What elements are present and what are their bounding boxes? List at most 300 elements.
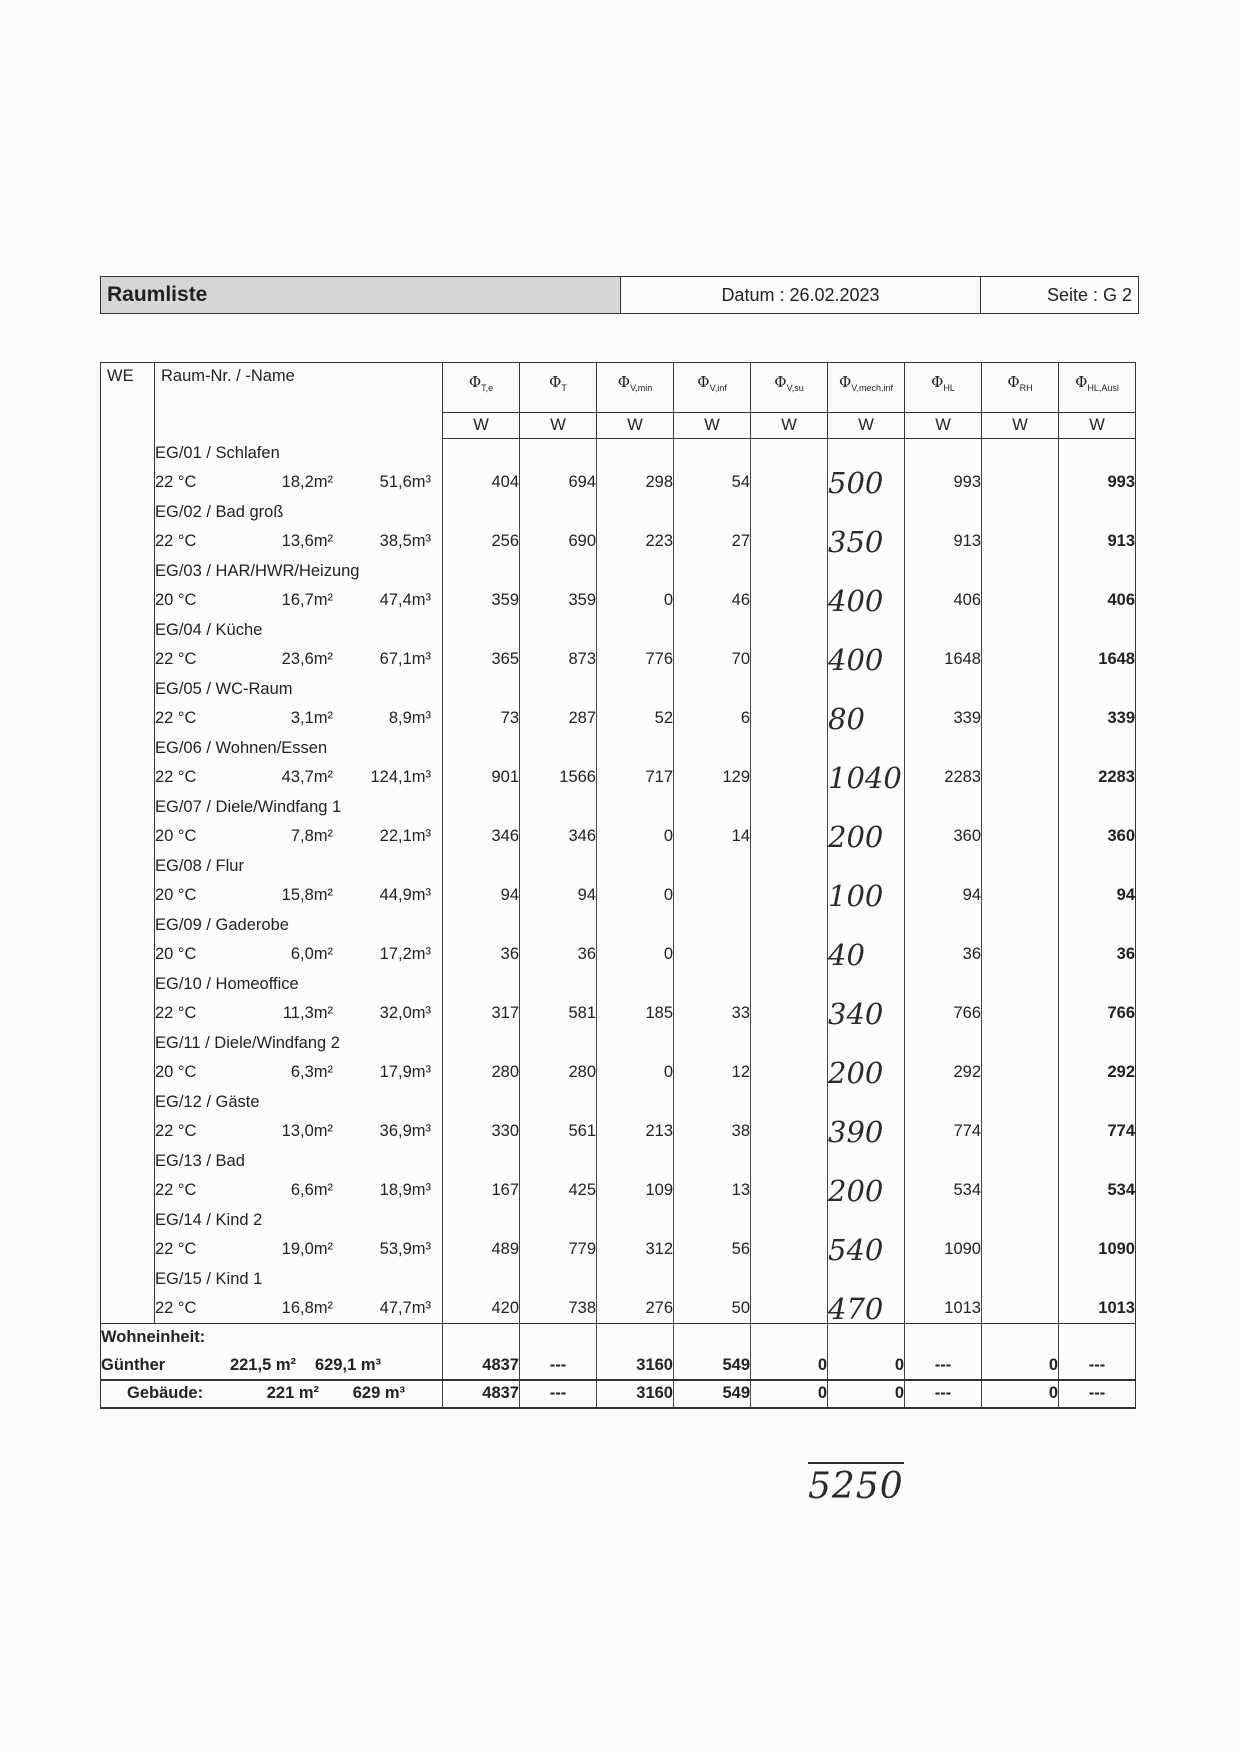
empty-cell bbox=[443, 1147, 520, 1177]
room-name: EG/02 / Bad groß bbox=[155, 498, 443, 528]
empty-cell bbox=[443, 852, 520, 882]
value-cell: 404 bbox=[443, 468, 520, 498]
room-name: EG/04 / Küche bbox=[155, 616, 443, 646]
empty-cell bbox=[1059, 970, 1136, 1000]
empty-cell bbox=[751, 1088, 828, 1118]
room-name: EG/14 / Kind 2 bbox=[155, 1206, 443, 1236]
column-unit: W bbox=[674, 413, 751, 439]
sum-value: 3160 bbox=[597, 1352, 674, 1380]
empty-cell bbox=[674, 970, 751, 1000]
room-temperature: 22 °C bbox=[155, 473, 197, 492]
empty-cell bbox=[597, 852, 674, 882]
empty-cell bbox=[905, 675, 982, 705]
empty-cell bbox=[597, 616, 674, 646]
value-cell bbox=[751, 881, 828, 911]
value-cell bbox=[751, 704, 828, 734]
we-cell bbox=[101, 1029, 155, 1059]
room-temperature: 20 °C bbox=[155, 827, 197, 846]
value-cell bbox=[751, 1294, 828, 1324]
sum-value: --- bbox=[905, 1380, 982, 1408]
we-cell bbox=[101, 734, 155, 764]
value-cell: 317 bbox=[443, 999, 520, 1029]
value-cell bbox=[751, 1235, 828, 1265]
unit-label: Wohneinheit: bbox=[101, 1324, 443, 1352]
empty-cell bbox=[905, 557, 982, 587]
empty-cell bbox=[982, 498, 1059, 528]
empty-cell bbox=[905, 1206, 982, 1236]
phi-symbol: Φ bbox=[549, 373, 562, 391]
room-name-row bbox=[101, 1088, 1136, 1118]
room-details bbox=[155, 999, 443, 1029]
value-cell: 694 bbox=[520, 468, 597, 498]
table-row bbox=[101, 1235, 1136, 1265]
room-name-row bbox=[101, 675, 1136, 705]
empty-cell bbox=[905, 852, 982, 882]
value-cell: 993 bbox=[905, 468, 982, 498]
room-name: EG/01 / Schlafen bbox=[155, 439, 443, 469]
value-cell bbox=[982, 1176, 1059, 1206]
empty-cell bbox=[905, 1265, 982, 1295]
empty-cell bbox=[828, 1088, 905, 1118]
phi-symbol: Φ bbox=[774, 373, 787, 391]
room-area: 18,2m² bbox=[281, 473, 333, 492]
empty-cell bbox=[828, 1147, 905, 1177]
value-cell: 779 bbox=[520, 1235, 597, 1265]
value-cell: 223 bbox=[597, 527, 674, 557]
empty-cell bbox=[1059, 1206, 1136, 1236]
empty-cell bbox=[520, 734, 597, 764]
room-name-row bbox=[101, 793, 1136, 823]
value-cell bbox=[982, 763, 1059, 793]
column-header-room-name: Raum-Nr. / -Name bbox=[155, 363, 443, 439]
value-cell bbox=[982, 881, 1059, 911]
we-cell bbox=[101, 999, 155, 1029]
empty-cell bbox=[520, 616, 597, 646]
phi-symbol: Φ bbox=[1075, 373, 1088, 391]
value-cell: 109 bbox=[597, 1176, 674, 1206]
value-cell: 717 bbox=[597, 763, 674, 793]
room-area: 13,6m² bbox=[281, 532, 333, 551]
empty-cell bbox=[520, 439, 597, 469]
value-cell: 359 bbox=[443, 586, 520, 616]
empty-cell bbox=[597, 1088, 674, 1118]
room-details bbox=[155, 468, 443, 498]
handwritten-value: 350 bbox=[828, 527, 905, 557]
phi-subscript: V,min bbox=[630, 383, 653, 393]
phi-subscript: V,su bbox=[786, 383, 804, 393]
sum-value: 3160 bbox=[597, 1380, 674, 1408]
room-volume: 36,9m³ bbox=[379, 1122, 431, 1141]
empty-cell bbox=[520, 911, 597, 941]
empty-cell bbox=[828, 793, 905, 823]
value-cell bbox=[982, 1235, 1059, 1265]
empty-cell bbox=[1059, 1147, 1136, 1177]
value-cell: 1648 bbox=[905, 645, 982, 675]
empty-cell bbox=[905, 616, 982, 646]
room-volume: 47,7m³ bbox=[379, 1299, 431, 1317]
room-name: EG/13 / Bad bbox=[155, 1147, 443, 1177]
unit-area: 221,5 m² bbox=[229, 1355, 296, 1374]
empty-cell bbox=[443, 1088, 520, 1118]
value-cell: 913 bbox=[905, 527, 982, 557]
value-cell: 365 bbox=[443, 645, 520, 675]
room-name: EG/12 / Gäste bbox=[155, 1088, 443, 1118]
room-temperature: 22 °C bbox=[155, 709, 197, 728]
we-cell bbox=[101, 468, 155, 498]
empty-cell bbox=[982, 852, 1059, 882]
phi-symbol: Φ bbox=[931, 373, 944, 391]
value-cell: 690 bbox=[520, 527, 597, 557]
empty-cell bbox=[674, 1206, 751, 1236]
empty-cell bbox=[905, 439, 982, 469]
empty-cell bbox=[982, 439, 1059, 469]
value-cell bbox=[982, 999, 1059, 1029]
value-cell: 346 bbox=[520, 822, 597, 852]
empty-cell bbox=[751, 1029, 828, 1059]
room-area: 3,1m² bbox=[290, 709, 333, 728]
document-title: Raumliste bbox=[101, 277, 621, 313]
phi-symbol: Φ bbox=[697, 373, 710, 391]
empty-cell bbox=[520, 1324, 597, 1352]
value-cell: 534 bbox=[1059, 1176, 1136, 1206]
table-row bbox=[101, 704, 1136, 734]
empty-cell bbox=[982, 734, 1059, 764]
room-name-row bbox=[101, 1265, 1136, 1295]
empty-cell bbox=[443, 675, 520, 705]
we-cell bbox=[101, 704, 155, 734]
we-cell bbox=[101, 645, 155, 675]
value-cell bbox=[751, 1058, 828, 1088]
value-cell: 360 bbox=[1059, 822, 1136, 852]
room-volume: 22,1m³ bbox=[379, 827, 431, 846]
we-cell bbox=[101, 763, 155, 793]
empty-cell bbox=[674, 1088, 751, 1118]
value-cell bbox=[982, 586, 1059, 616]
table-row bbox=[101, 1294, 1136, 1324]
table-row bbox=[101, 881, 1136, 911]
empty-cell bbox=[1059, 616, 1136, 646]
building-summary bbox=[101, 1380, 443, 1408]
empty-cell bbox=[674, 439, 751, 469]
empty-cell bbox=[443, 498, 520, 528]
sum-value: 0 bbox=[982, 1352, 1059, 1380]
empty-cell bbox=[520, 675, 597, 705]
empty-cell bbox=[674, 793, 751, 823]
value-cell: 6 bbox=[674, 704, 751, 734]
room-area: 6,6m² bbox=[290, 1181, 333, 1200]
empty-cell bbox=[751, 793, 828, 823]
empty-cell bbox=[520, 852, 597, 882]
empty-cell bbox=[828, 616, 905, 646]
value-cell: 36 bbox=[443, 940, 520, 970]
empty-cell bbox=[443, 1029, 520, 1059]
we-cell bbox=[101, 527, 155, 557]
empty-cell bbox=[751, 911, 828, 941]
empty-cell bbox=[828, 970, 905, 1000]
room-details bbox=[155, 1176, 443, 1206]
empty-cell bbox=[674, 852, 751, 882]
empty-cell bbox=[443, 439, 520, 469]
sum-value: --- bbox=[1059, 1352, 1136, 1380]
value-cell bbox=[982, 704, 1059, 734]
value-cell: 185 bbox=[597, 999, 674, 1029]
room-name: EG/09 / Gaderobe bbox=[155, 911, 443, 941]
value-cell: 766 bbox=[905, 999, 982, 1029]
room-temperature: 22 °C bbox=[155, 532, 197, 551]
value-cell: 213 bbox=[597, 1117, 674, 1147]
empty-cell bbox=[1059, 793, 1136, 823]
table-row bbox=[101, 527, 1136, 557]
empty-cell bbox=[982, 1324, 1059, 1352]
empty-cell bbox=[751, 852, 828, 882]
sum-value: 549 bbox=[674, 1380, 751, 1408]
empty-cell bbox=[905, 793, 982, 823]
we-cell bbox=[101, 1265, 155, 1295]
room-details bbox=[155, 1294, 443, 1324]
building-volume: 629 m³ bbox=[352, 1384, 405, 1402]
room-name-row bbox=[101, 970, 1136, 1000]
table-row bbox=[101, 645, 1136, 675]
empty-cell bbox=[751, 970, 828, 1000]
empty-cell bbox=[597, 1029, 674, 1059]
value-cell: 913 bbox=[1059, 527, 1136, 557]
we-cell bbox=[101, 498, 155, 528]
we-cell bbox=[101, 970, 155, 1000]
empty-cell bbox=[751, 1147, 828, 1177]
empty-cell bbox=[828, 1029, 905, 1059]
room-details bbox=[155, 1058, 443, 1088]
we-cell bbox=[101, 1117, 155, 1147]
empty-cell bbox=[520, 970, 597, 1000]
sum-value: 0 bbox=[828, 1380, 905, 1408]
phi-symbol: Φ bbox=[1007, 373, 1020, 391]
empty-cell bbox=[905, 734, 982, 764]
value-cell: 54 bbox=[674, 468, 751, 498]
value-cell bbox=[751, 822, 828, 852]
we-cell bbox=[101, 852, 155, 882]
value-cell: 1566 bbox=[520, 763, 597, 793]
column-header-phi-7 bbox=[982, 363, 1059, 413]
value-cell bbox=[674, 881, 751, 911]
value-cell: 766 bbox=[1059, 999, 1136, 1029]
empty-cell bbox=[1059, 1265, 1136, 1295]
handwritten-value: 200 bbox=[828, 822, 905, 852]
empty-cell bbox=[905, 498, 982, 528]
value-cell: 774 bbox=[905, 1117, 982, 1147]
table-row bbox=[101, 468, 1136, 498]
empty-cell bbox=[443, 793, 520, 823]
value-cell: 0 bbox=[597, 586, 674, 616]
value-cell: 46 bbox=[674, 586, 751, 616]
value-cell: 36 bbox=[520, 940, 597, 970]
room-name: EG/08 / Flur bbox=[155, 852, 443, 882]
empty-cell bbox=[982, 1206, 1059, 1236]
table-row bbox=[101, 763, 1136, 793]
empty-cell bbox=[597, 557, 674, 587]
room-name-row bbox=[101, 1029, 1136, 1059]
room-area: 6,0m² bbox=[290, 945, 333, 964]
room-temperature: 20 °C bbox=[155, 945, 197, 964]
phi-subscript: T bbox=[561, 383, 567, 393]
value-cell: 346 bbox=[443, 822, 520, 852]
phi-subscript: HL,Ausl bbox=[1087, 383, 1119, 393]
sum-value: 4837 bbox=[443, 1352, 520, 1380]
room-name: EG/06 / Wohnen/Essen bbox=[155, 734, 443, 764]
value-cell: 36 bbox=[1059, 940, 1136, 970]
phi-subscript: RH bbox=[1019, 383, 1033, 393]
value-cell bbox=[751, 940, 828, 970]
empty-cell bbox=[597, 1324, 674, 1352]
room-temperature: 22 °C bbox=[155, 1004, 197, 1023]
phi-symbol: Φ bbox=[617, 373, 631, 391]
value-cell: 420 bbox=[443, 1294, 520, 1324]
value-cell bbox=[982, 527, 1059, 557]
empty-cell bbox=[1059, 1324, 1136, 1352]
value-cell: 0 bbox=[597, 822, 674, 852]
empty-cell bbox=[751, 734, 828, 764]
empty-cell bbox=[982, 1265, 1059, 1295]
value-cell: 0 bbox=[597, 1058, 674, 1088]
empty-cell bbox=[520, 1265, 597, 1295]
sum-value: --- bbox=[520, 1380, 597, 1408]
we-cell bbox=[101, 557, 155, 587]
empty-cell bbox=[1059, 498, 1136, 528]
room-name: EG/15 / Kind 1 bbox=[155, 1265, 443, 1295]
value-cell: 406 bbox=[905, 586, 982, 616]
empty-cell bbox=[982, 557, 1059, 587]
value-cell: 339 bbox=[905, 704, 982, 734]
empty-cell bbox=[520, 1029, 597, 1059]
we-cell bbox=[101, 822, 155, 852]
room-name-row bbox=[101, 911, 1136, 941]
room-volume: 67,1m³ bbox=[379, 650, 431, 669]
room-name-row bbox=[101, 439, 1136, 469]
unit-name: Günther bbox=[101, 1355, 166, 1374]
value-cell bbox=[982, 1117, 1059, 1147]
value-cell: 167 bbox=[443, 1176, 520, 1206]
room-details bbox=[155, 527, 443, 557]
value-cell: 292 bbox=[1059, 1058, 1136, 1088]
table-row bbox=[101, 1058, 1136, 1088]
room-area: 19,0m² bbox=[281, 1240, 333, 1259]
we-cell bbox=[101, 616, 155, 646]
room-area: 16,8m² bbox=[281, 1299, 333, 1317]
value-cell: 330 bbox=[443, 1117, 520, 1147]
empty-cell bbox=[1059, 852, 1136, 882]
room-name-row bbox=[101, 852, 1136, 882]
value-cell: 489 bbox=[443, 1235, 520, 1265]
room-area: 15,8m² bbox=[281, 886, 333, 905]
room-area: 16,7m² bbox=[281, 591, 333, 610]
column-unit: W bbox=[982, 413, 1059, 439]
value-cell: 534 bbox=[905, 1176, 982, 1206]
empty-cell bbox=[905, 1088, 982, 1118]
table-row bbox=[101, 586, 1136, 616]
empty-cell bbox=[520, 498, 597, 528]
empty-cell bbox=[828, 911, 905, 941]
we-cell bbox=[101, 1206, 155, 1236]
we-cell bbox=[101, 1058, 155, 1088]
empty-cell bbox=[828, 557, 905, 587]
empty-cell bbox=[828, 1206, 905, 1236]
sum-value: 0 bbox=[828, 1352, 905, 1380]
empty-cell bbox=[1059, 675, 1136, 705]
handwritten-value: 470 bbox=[828, 1294, 905, 1324]
room-name-row bbox=[101, 616, 1136, 646]
empty-cell bbox=[982, 911, 1059, 941]
empty-cell bbox=[520, 1147, 597, 1177]
we-cell bbox=[101, 1176, 155, 1206]
value-cell bbox=[751, 586, 828, 616]
value-cell: 993 bbox=[1059, 468, 1136, 498]
empty-cell bbox=[597, 734, 674, 764]
empty-cell bbox=[982, 970, 1059, 1000]
empty-cell bbox=[674, 1147, 751, 1177]
room-volume: 44,9m³ bbox=[379, 886, 431, 905]
room-name: EG/03 / HAR/HWR/Heizung bbox=[155, 557, 443, 587]
handwritten-value: 400 bbox=[828, 645, 905, 675]
room-temperature: 22 °C bbox=[155, 1181, 197, 1200]
empty-cell bbox=[828, 734, 905, 764]
column-header-phi-0 bbox=[443, 363, 520, 413]
room-name-row bbox=[101, 734, 1136, 764]
value-cell bbox=[751, 1117, 828, 1147]
value-cell: 14 bbox=[674, 822, 751, 852]
room-name: EG/07 / Diele/Windfang 1 bbox=[155, 793, 443, 823]
empty-cell bbox=[1059, 734, 1136, 764]
building-sum-row bbox=[101, 1380, 1136, 1408]
column-unit: W bbox=[751, 413, 828, 439]
empty-cell bbox=[1059, 557, 1136, 587]
empty-cell bbox=[751, 439, 828, 469]
empty-cell bbox=[674, 911, 751, 941]
value-cell: 873 bbox=[520, 645, 597, 675]
value-cell: 36 bbox=[905, 940, 982, 970]
value-cell: 287 bbox=[520, 704, 597, 734]
page-number: Seite : G 2 bbox=[1046, 284, 1132, 305]
handwritten-value: 400 bbox=[828, 586, 905, 616]
value-cell: 38 bbox=[674, 1117, 751, 1147]
value-cell bbox=[751, 527, 828, 557]
room-temperature: 22 °C bbox=[155, 1240, 197, 1259]
column-header-phi-2 bbox=[597, 363, 674, 413]
column-header-phi-5 bbox=[828, 363, 905, 413]
value-cell: 738 bbox=[520, 1294, 597, 1324]
empty-cell bbox=[597, 793, 674, 823]
room-volume: 17,2m³ bbox=[379, 945, 431, 964]
empty-cell bbox=[905, 911, 982, 941]
value-cell bbox=[982, 468, 1059, 498]
empty-cell bbox=[905, 970, 982, 1000]
room-temperature: 22 °C bbox=[155, 1122, 197, 1141]
value-cell: 901 bbox=[443, 763, 520, 793]
empty-cell bbox=[443, 1265, 520, 1295]
room-volume: 53,9m³ bbox=[379, 1240, 431, 1259]
we-cell bbox=[101, 1088, 155, 1118]
value-cell: 2283 bbox=[1059, 763, 1136, 793]
room-details bbox=[155, 881, 443, 911]
empty-cell bbox=[674, 675, 751, 705]
column-header-phi-8 bbox=[1059, 363, 1136, 413]
value-cell: 94 bbox=[1059, 881, 1136, 911]
empty-cell bbox=[828, 1324, 905, 1352]
room-volume: 47,4m³ bbox=[379, 591, 431, 610]
room-details bbox=[155, 940, 443, 970]
empty-cell bbox=[751, 1324, 828, 1352]
value-cell: 70 bbox=[674, 645, 751, 675]
column-unit: W bbox=[905, 413, 982, 439]
empty-cell bbox=[674, 734, 751, 764]
